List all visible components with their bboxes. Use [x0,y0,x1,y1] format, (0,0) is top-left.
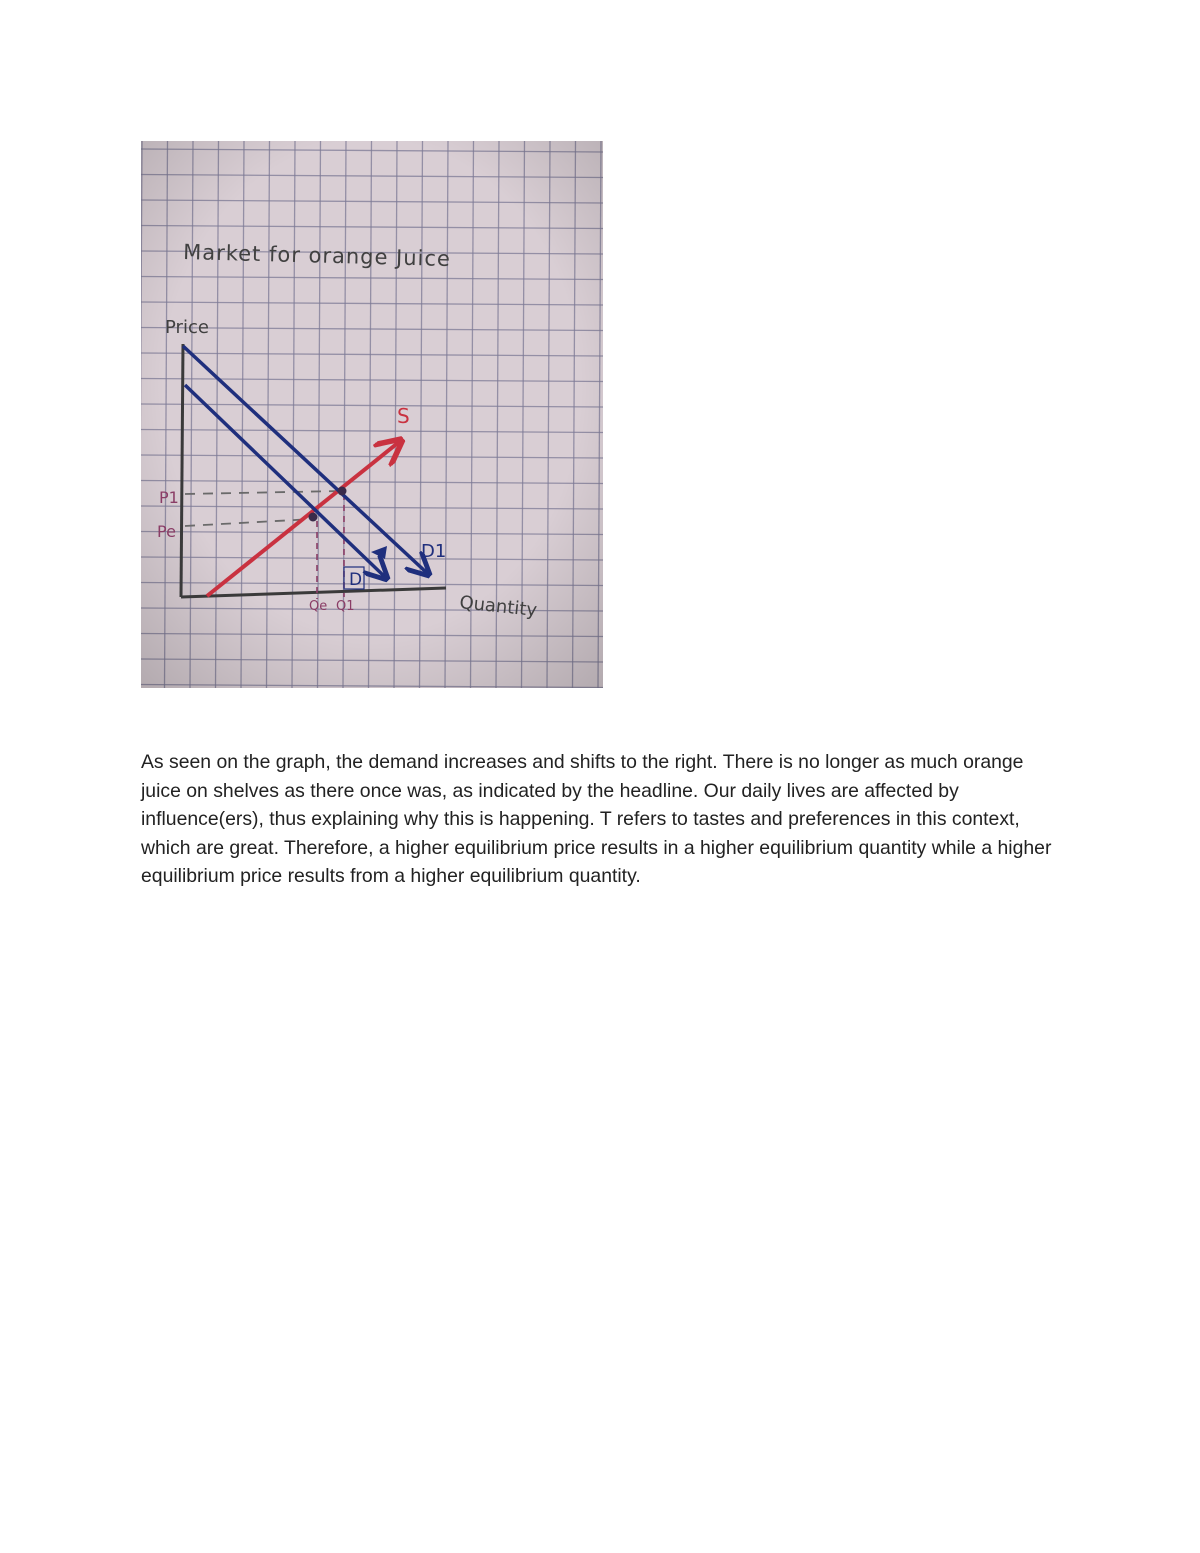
demand-label: D [349,570,363,590]
pe-label: Pe [157,522,176,541]
y-axis-label: Price [165,317,209,338]
x-axis-label: Quantity [458,592,539,622]
qe-label: Qe [309,599,328,614]
demand-shifted-label: D1 [421,541,447,562]
graph-drawing [141,141,603,688]
y-axis-line [181,344,183,597]
equilibrium-point-new [338,487,347,496]
equilibrium-point-original [309,513,318,522]
explanation-paragraph: As seen on the graph, the demand increases and shifts to the right. There is no longer as much orange juice on shelves as there once was, as indicated by the headline. Our daily lives are affected by influence(ers), thus explaining why this is happening. T refers to tastes and preferences in this context, which are great. Therefore, a higher equilibrium price results in a higher equilibrium quantity while a higher equilibrium price results from a higher equilibrium quantity. [141,751,1052,887]
graph-title: Market for orange Juice [182,240,452,272]
hand-drawn-graph-photo [141,141,603,688]
q1-label: Q1 [336,599,355,614]
supply-label: S [397,404,410,428]
p1-label: P1 [159,488,179,507]
